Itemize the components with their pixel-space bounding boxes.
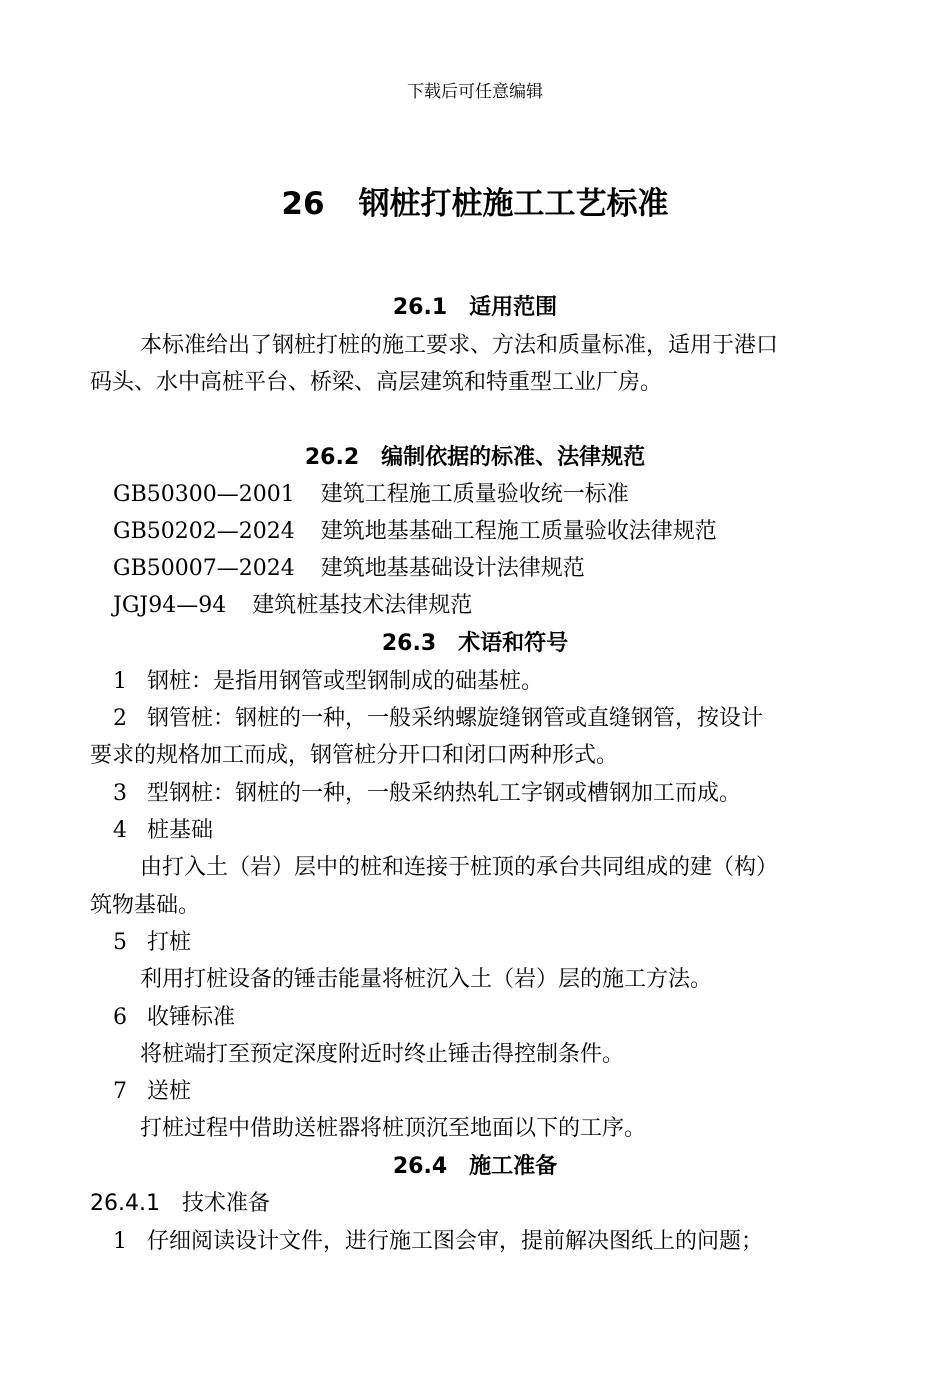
- standard-item: [113, 591, 913, 621]
- subsection-title: 技术准备: [181, 1191, 270, 1216]
- standard-name: 建筑桩基技术法律规范: [252, 593, 473, 618]
- term-continuation: 要求的规格加工而成，钢管桩分开口和闭口两种形式。: [90, 743, 619, 768]
- term-text: 送桩: [147, 1079, 192, 1104]
- term-item: [113, 704, 913, 734]
- standard-item: [113, 517, 913, 547]
- header-note: 下载后可任意编辑: [407, 82, 543, 102]
- term-text: 钢管桩：钢桩的一种，一般采纳螺旋缝钢管或直缝钢管，按设计: [147, 706, 764, 731]
- standard-item: [113, 554, 913, 584]
- subsection-heading-26-4-1: [90, 1189, 270, 1219]
- term-text: 打桩: [147, 930, 192, 955]
- section-title: 施工准备: [469, 1154, 558, 1179]
- prep-number: 1: [113, 1229, 127, 1254]
- standard-item: [113, 480, 913, 510]
- section-heading-26-2: [0, 443, 950, 473]
- section-heading-26-4: [0, 1152, 950, 1182]
- section-title: 编制依据的标准、法律规范: [381, 445, 646, 470]
- term-number: 7: [113, 1079, 127, 1104]
- scope-paragraph-line-2: 码头、水中高桩平台、桥梁、高层建筑和特重型工业厂房。: [90, 370, 663, 395]
- term-number: 4: [113, 818, 127, 843]
- standard-code: GB50202—2024: [113, 519, 295, 544]
- term-item: [113, 928, 913, 958]
- term-item: [113, 1077, 913, 1107]
- title-number: 26: [281, 186, 325, 222]
- term-number: 3: [113, 781, 127, 806]
- term-description: 利用打桩设备的锤击能量将桩沉入土（岩）层的施工方法。: [140, 967, 713, 992]
- term-item: [113, 667, 913, 697]
- term-text: 收锤标准: [147, 1005, 236, 1030]
- term-item: [113, 779, 913, 809]
- standard-name: 建筑地基基础设计法律规范: [320, 556, 585, 581]
- term-item: [113, 816, 913, 846]
- scope-paragraph-line-1: 本标准给出了钢桩打桩的施工要求、方法和质量标准，适用于港口: [140, 333, 779, 358]
- standard-code: GB50300—2001: [113, 482, 295, 507]
- prep-text: 仔细阅读设计文件，进行施工图会审，提前解决图纸上的问题；: [147, 1229, 764, 1254]
- term-description-continuation: 筑物基础。: [90, 893, 201, 918]
- standard-name: 建筑地基基础工程施工质量验收法律规范: [320, 519, 717, 544]
- standard-code: JGJ94—94: [113, 593, 227, 618]
- title-text: 钢桩打桩施工工艺标准: [358, 186, 669, 222]
- term-number: 1: [113, 669, 127, 694]
- term-text: 型钢桩：钢桩的一种，一般采纳热轧工字钢或槽钢加工而成。: [147, 781, 742, 806]
- term-number: 2: [113, 706, 127, 731]
- section-title: 适用范围: [469, 295, 558, 320]
- section-heading-26-1: [0, 293, 950, 323]
- section-number: 26.2: [304, 445, 360, 470]
- document-title: [0, 183, 950, 225]
- standard-name: 建筑工程施工质量验收统一标准: [320, 482, 629, 507]
- section-number: 26.4: [392, 1154, 448, 1179]
- term-number: 5: [113, 930, 127, 955]
- term-text: 桩基础: [147, 818, 214, 843]
- section-title: 术语和符号: [458, 631, 569, 656]
- term-text: 钢桩：是指用钢管或型钢制成的础基桩。: [147, 669, 544, 694]
- section-number: 26.3: [381, 631, 437, 656]
- term-description: 将桩端打至预定深度附近时终止锤击得控制条件。: [140, 1042, 625, 1067]
- term-item: [113, 1003, 913, 1033]
- term-description: 由打入土（岩）层中的桩和连接于桩顶的承台共同组成的建（构）: [140, 855, 779, 880]
- term-description: 打桩过程中借助送桩器将桩顶沉至地面以下的工序。: [140, 1116, 647, 1141]
- term-number: 6: [113, 1005, 127, 1030]
- standard-code: GB50007—2024: [113, 556, 295, 581]
- prep-item: [113, 1227, 913, 1257]
- section-number: 26.1: [392, 295, 448, 320]
- subsection-number: 26.4.1: [90, 1191, 160, 1216]
- section-heading-26-3: [0, 629, 950, 659]
